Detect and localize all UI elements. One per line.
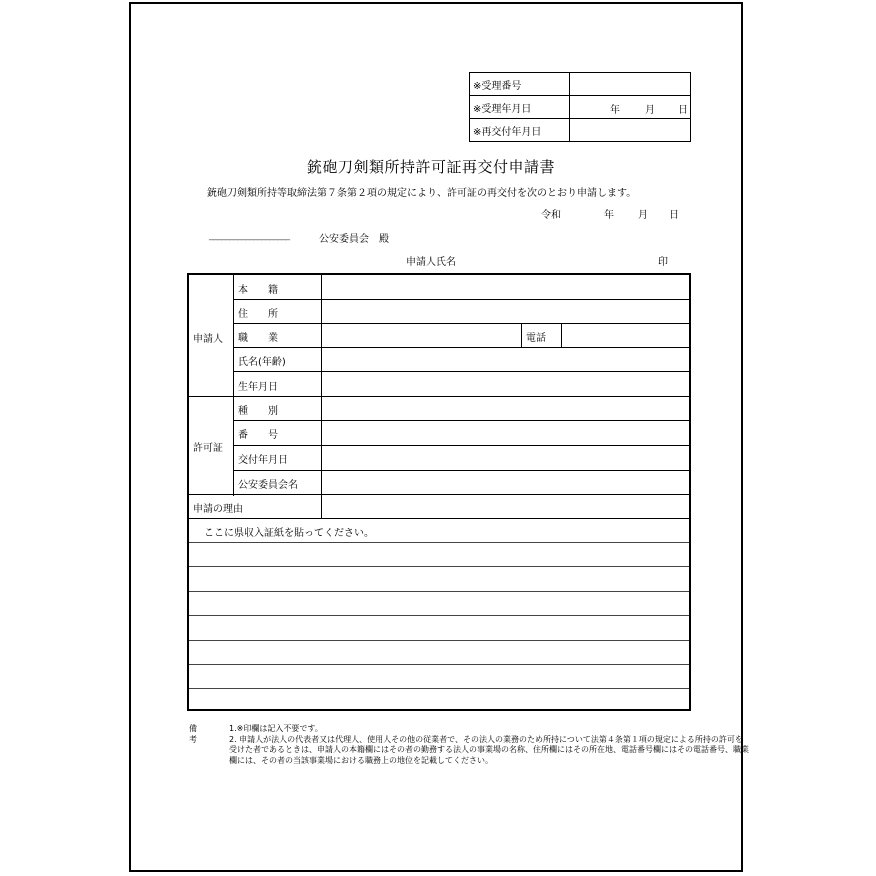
row-label-number: 番 号 bbox=[238, 430, 278, 441]
row-label-address: 住 所 bbox=[238, 309, 278, 320]
row-label-issue-date: 交付年月日 bbox=[238, 455, 288, 466]
reception-date-label: ※受理年月日 bbox=[470, 96, 570, 119]
address-field[interactable] bbox=[323, 300, 689, 323]
reception-year: 年 bbox=[610, 105, 620, 116]
date-year: 年 bbox=[604, 210, 614, 221]
reason-field[interactable] bbox=[323, 495, 689, 518]
applicant-name-label: 申請人氏名 bbox=[406, 257, 456, 268]
permit-number-field[interactable] bbox=[323, 421, 689, 444]
permit-group-label: 許可証 bbox=[193, 443, 223, 454]
phone-field[interactable] bbox=[563, 324, 689, 347]
addressee-label: 公安委員会 殿 bbox=[319, 234, 389, 245]
notes-label: 備考 bbox=[189, 724, 197, 744]
form-page bbox=[129, 2, 749, 872]
reception-number-field[interactable] bbox=[570, 73, 691, 96]
note-2: 2. 申請人が法人の代表者又は代理人、使用人その他の従業者で、その法人の業務のため所持について法第４条第１項の規定による所持の許可を受けた者であるときは、申請人の本籍欄にはその者の勤務する法人の事業場の名称、住所欄にはその所在地、電話番号欄にはその電話番号、職業欄には、その者の当該事業場における職務上の地位を記載してください。 bbox=[229, 734, 749, 765]
reissue-date-label: ※再交付年月日 bbox=[470, 119, 570, 142]
reception-day: 日 bbox=[678, 105, 688, 116]
law-text: 銃砲刀剣類所持等取締法第７条第２項の規定により、許可証の再交付を次のとおり申請します。 bbox=[207, 188, 637, 199]
date-month: 月 bbox=[638, 210, 648, 221]
row-label-commission-name: 公安委員会名 bbox=[238, 480, 298, 491]
birthdate-field[interactable] bbox=[323, 372, 689, 395]
issue-date-field[interactable] bbox=[323, 446, 689, 469]
reissue-date-field[interactable] bbox=[570, 119, 691, 142]
commission-name-field[interactable] bbox=[323, 471, 689, 493]
row-label-name-age: 氏名(年齢) bbox=[238, 357, 286, 368]
date-day: 日 bbox=[669, 210, 679, 221]
row-label-domicile: 本 籍 bbox=[238, 285, 278, 296]
name-age-field[interactable] bbox=[323, 348, 689, 371]
domicile-field[interactable] bbox=[323, 275, 689, 299]
application-form-table bbox=[187, 273, 691, 711]
stamp-instruction: ここに県収入証紙を貼ってください。 bbox=[204, 528, 374, 539]
note-1: 1.※印欄は記入不要です。 bbox=[229, 724, 323, 733]
reception-month: 月 bbox=[645, 105, 655, 116]
page-title: 銃砲刀剣類所持許可証再交付申請書 bbox=[307, 158, 556, 176]
reception-box bbox=[469, 72, 691, 142]
date-era: 令和 bbox=[541, 210, 561, 221]
applicant-group-label: 申請人 bbox=[193, 334, 223, 345]
reason-label: 申請の理由 bbox=[193, 504, 243, 515]
commission-blank[interactable]: ____________________ bbox=[209, 230, 289, 241]
row-label-birthdate: 生年月日 bbox=[238, 382, 278, 393]
row-label-type: 種 別 bbox=[238, 406, 278, 417]
row-label-occupation: 職 業 bbox=[238, 333, 278, 344]
reception-date-field[interactable] bbox=[570, 96, 691, 119]
reception-number-label: ※受理番号 bbox=[470, 73, 570, 96]
seal-mark: 印 bbox=[658, 257, 668, 268]
occupation-field[interactable] bbox=[323, 324, 520, 347]
revenue-stamp-area[interactable] bbox=[189, 519, 689, 709]
permit-type-field[interactable] bbox=[323, 397, 689, 420]
phone-label: 電話 bbox=[526, 333, 546, 344]
